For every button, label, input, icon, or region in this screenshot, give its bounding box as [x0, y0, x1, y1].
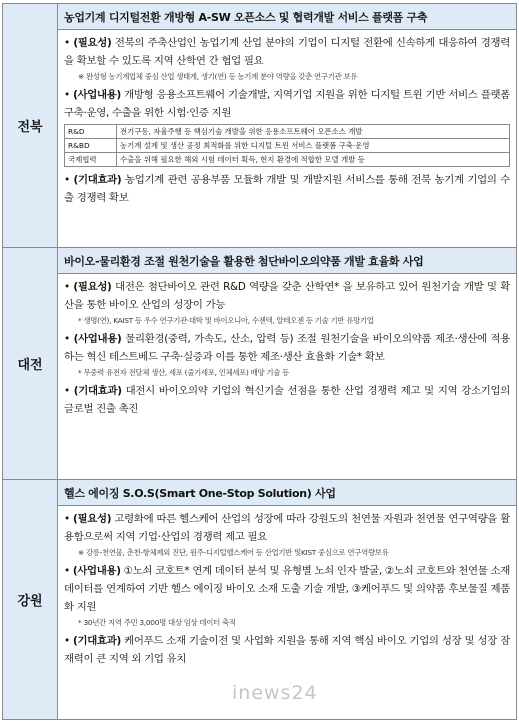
detail-key: R&D — [65, 125, 117, 139]
need-lead: (필요성) — [73, 513, 112, 525]
work-note: * 30년간 지역 주민 3,000명 대상 임상 데이터 축적 — [78, 618, 236, 627]
need-note: ※ 강릉-천연물, 춘천-항체제외 진단, 원주-디지털헬스케어 등 산업기반 및KIST 중심으로 연구역량보유 — [78, 548, 389, 557]
work-lead: (사업내용) — [72, 565, 121, 577]
project-heading-gangwon: 헬스 에이징 S.O.S(Smart One-Stop Solution) 사업 — [58, 480, 517, 506]
document-table — [2, 3, 517, 720]
effect-text: 대전시 바이오의약 기업의 혁신기술 선점을 통한 산업 경쟁력 제고 및 지역 강소기업의 글로벌 진출 촉진 — [64, 385, 510, 415]
effect-lead: (기대효과) — [73, 635, 121, 647]
need-text: 대전은 첨단바이오 관련 R&D 역량을 갖춘 산학연* 을 보유하고 있어 원천기술 개발 및 확산을 통한 바이오 산업의 성장이 가능 — [64, 281, 510, 311]
need-lead: (필요성) — [73, 37, 112, 49]
need-note: ※ 완성형 농기계업체 중심 산업 생태계, 생기(연) 등 농기계 분야 역량을 갖춘 연구기관 보유 — [78, 72, 358, 81]
detail-value: 농기계 설계 및 생산 공정 최적화를 위한 디지털 트윈 서비스 플랫폼 구축·운영 — [117, 139, 510, 153]
work-item: • (사업내용) ①노쇠 코호트* 연계 데이터 분석 및 유형별 노쇠 인자 발굴, ②노쇠 코호트와 천연물 소재 데이터를 연계하여 기반 헬스 에이징 바이오 소재 도출 기술 개발, ③케어푸드 및 의약품 후보물질 제품화 지원 — [64, 565, 511, 613]
region-header-row — [3, 4, 517, 30]
need-item: • (필요성) 대전은 첨단바이오 관련 R&D 역량을 갖춘 산학연* 을 보유하고 있어 원천기술 개발 및 확산을 통한 바이오 산업의 성장이 가능 — [64, 281, 510, 311]
work-note: * 무중력 유전자 전달체 생산, 세포 (줄기세포, 인체세포) 배양 기술 등 — [78, 368, 289, 377]
need-text: 전북의 주축산업인 농업기계 산업 분야의 기업이 디지털 전환에 신속하게 대응하여 경쟁력을 확보할 수 있도록 지역 산학연 간 협업 필요 — [64, 37, 510, 67]
work-item: • (사업내용) 물리환경(중력, 가속도, 산소, 압력 등) 조절 원천기술을 바이오의약품 제조·생산에 적용하는 혁신 테스트베드 구축·실증과 이를 통한 제조·생산 효율화 기술* 확보 — [64, 333, 510, 363]
need-lead: (필요성) — [73, 281, 112, 293]
work-lead: (사업내용) — [73, 333, 122, 345]
detail-value: 전기구동, 자율주행 등 핵심기술 개발을 위한 응용소프트웨어 오픈소스 개발 — [117, 125, 510, 139]
project-heading-jeonbuk: 농업기계 디지털전환 개방형 A-SW 오픈소스 및 협력개발 서비스 플랫폼 구축 — [58, 4, 517, 30]
need-note: * 생명(연), KAIST 등 우수 연구기관·대학 및 바이오니아, 수젠텍, 알테오젠 등 기술 기반 유망기업 — [78, 316, 374, 325]
work-detail-row — [65, 139, 510, 153]
effect-lead: (기대효과) — [73, 174, 122, 186]
effect-text: 케어푸드 소재 기술이전 및 사업화 지원을 통해 지역 핵심 바이오 기업의 성장 및 성장 잠재력이 큰 지역 외 기업 유치 — [64, 635, 510, 665]
region-label-gangwon: 강원 — [3, 480, 58, 720]
region-header-row — [3, 480, 517, 506]
region-header-row — [3, 248, 517, 274]
region-label-daejeon: 대전 — [3, 248, 58, 480]
need-item: • (필요성) 고령화에 따른 헬스케어 산업의 성장에 따라 강원도의 천연물 자원과 천연물 연구역량을 활용함으로써 지역 기업·산업의 경쟁력 제고 필요 — [64, 513, 510, 543]
region-body-row — [3, 274, 517, 480]
region-label-jeonbuk: 전북 — [3, 4, 58, 248]
region-body-row — [3, 30, 517, 248]
project-content-daejeon — [58, 274, 517, 480]
detail-key: 국제협력 — [65, 153, 117, 167]
project-heading-daejeon: 바이오-물리환경 조절 원천기술을 활용한 첨단바이오의약품 개발 효율화 사업 — [58, 248, 517, 274]
work-text: 개방형 응용소프트웨어 기술개발, 지역기업 지원을 위한 디지털 트윈 기반 서비스 플랫폼 구축·운영, 수출을 위한 시험·인증 지원 — [64, 89, 510, 119]
work-detail-table — [64, 124, 510, 167]
detail-value: 수출을 위해 필요한 해외 시험 데이터 획득, 현지 환경에 적합한 모델 개발 등 — [117, 153, 510, 167]
work-detail-row — [65, 153, 510, 167]
work-detail-row — [65, 125, 510, 139]
work-text: 물리환경(중력, 가속도, 산소, 압력 등) 조절 원천기술을 바이오의약품 제조·생산에 적용하는 혁신 테스트베드 구축·실증과 이를 통한 제조·생산 효율화 기술* 확보 — [64, 333, 510, 363]
effect-item: • (기대효과) 농업기계 관련 공용부품 모듈화 개발 및 개발지원 서비스를 통해 전북 농기계 기업의 수출 경쟁력 확보 — [64, 174, 510, 204]
work-lead: (사업내용) — [73, 89, 121, 101]
need-text: 고령화에 따른 헬스케어 산업의 성장에 따라 강원도의 천연물 자원과 천연물 연구역량을 활용함으로써 지역 기업·산업의 경쟁력 제고 필요 — [64, 513, 510, 543]
work-text: ①노쇠 코호트* 연계 데이터 분석 및 유형별 노쇠 인자 발굴, ②노쇠 코호트와 천연물 소재 데이터를 연계하여 기반 헬스 에이징 바이오 소재 도출 기술 개발, ③케어푸드 및 의약품 후보물질 제품화 지원 — [64, 565, 511, 613]
work-item: • (사업내용) 개방형 응용소프트웨어 기술개발, 지역기업 지원을 위한 디지털 트윈 기반 서비스 플랫폼 구축·운영, 수출을 위한 시험·인증 지원 — [64, 89, 510, 119]
effect-item: • (기대효과) 대전시 바이오의약 기업의 혁신기술 선점을 통한 산업 경쟁력 제고 및 지역 강소기업의 글로벌 진출 촉진 — [64, 385, 510, 415]
need-item: • (필요성) 전북의 주축산업인 농업기계 산업 분야의 기업이 디지털 전환에 신속하게 대응하여 경쟁력을 확보할 수 있도록 지역 산학연 간 협업 필요 — [64, 37, 510, 67]
project-content-jeonbuk — [58, 30, 517, 248]
watermark-logo: inews24 — [232, 682, 318, 704]
detail-key: R&BD — [65, 139, 117, 153]
effect-text: 농업기계 관련 공용부품 모듈화 개발 및 개발지원 서비스를 통해 전북 농기계 기업의 수출 경쟁력 확보 — [64, 174, 510, 204]
effect-lead: (기대효과) — [73, 385, 122, 397]
effect-item: • (기대효과) 케어푸드 소재 기술이전 및 사업화 지원을 통해 지역 핵심 바이오 기업의 성장 및 성장 잠재력이 큰 지역 외 기업 유치 — [64, 635, 510, 665]
